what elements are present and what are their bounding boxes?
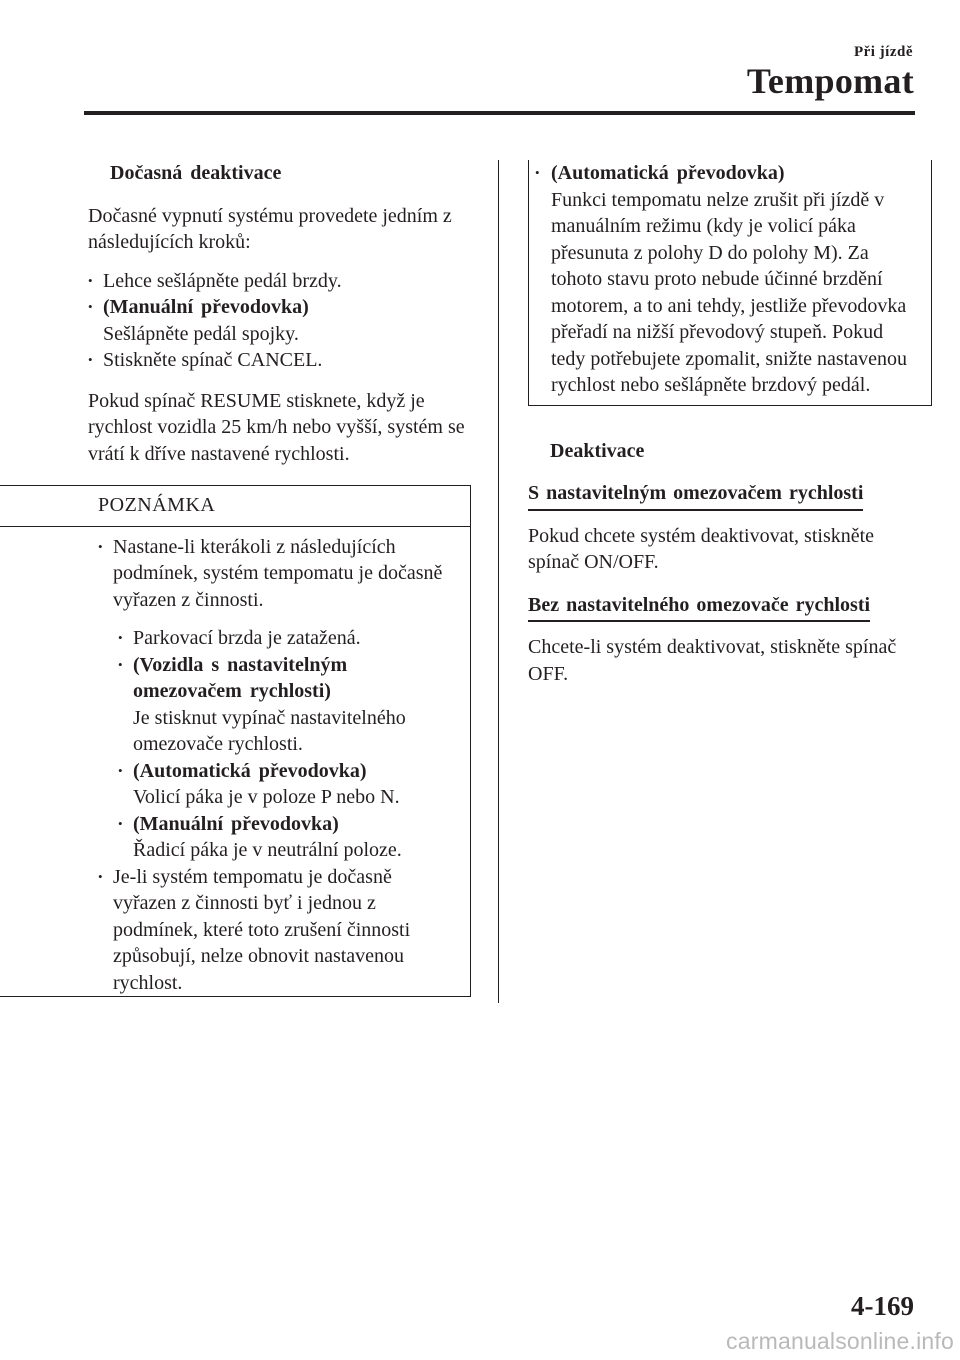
list-item-text: Sešlápněte pedál spojky. <box>103 322 299 345</box>
condition-text: Je stisknut vypínač nastavitelného omezovače rychlosti. <box>133 706 406 755</box>
subheading-with-limiter: S nastavitelným omezovačem rychlosti <box>528 480 863 511</box>
column-divider <box>498 160 499 1003</box>
list-item-label: • (Manuální převodovka) <box>103 296 309 318</box>
conditions-list <box>98 625 460 864</box>
intro-paragraph: Dočasné vypnutí systému provedete jedním z následujících kroků: <box>88 204 452 253</box>
list-item-label: • (Automatická převodovka) <box>551 162 785 184</box>
condition-text: Řadicí páka je v neutrální poloze. <box>133 839 402 861</box>
condition-text: Volicí páka je v poloze P nebo N. <box>133 786 400 808</box>
left-column <box>88 160 473 997</box>
with-limiter-text: Pokud chcete systém deaktivovat, stiskněte spínač ON/OFF. <box>528 524 875 573</box>
list-item <box>88 347 473 374</box>
list-item <box>118 811 460 864</box>
heading-deactivation: Deaktivace <box>550 439 645 462</box>
list-item-text: Stiskněte spínač CANCEL. <box>103 349 323 371</box>
condition-text: Parkovací brzda je zatažená. <box>133 627 361 649</box>
note-title: POZNÁMKA <box>0 486 470 527</box>
automatic-transmission-note <box>528 160 932 406</box>
list-item <box>98 864 460 997</box>
page-number: 4-169 <box>851 1291 914 1321</box>
watermark: carmanualsonline.info <box>726 1328 954 1354</box>
heading-temporary-deactivation: Dočasná deaktivace <box>110 162 282 184</box>
note-box <box>0 485 471 997</box>
section-name: Při jízdě <box>853 44 913 60</box>
condition-label: • (Manuální převodovka) <box>133 812 339 835</box>
list-item-text: Funkci tempomatu nelze zrušit při jízdě v manuálním režimu (kdy je volicí páka přesunuta z polohy D do polohy M). Za tohoto stavu proto nebude účinné brzdění motorem, a to ani tehdy, jestliže převodovka přeřadí na nižší převodový stupeň. Pokud tedy potřebujete zpomalit, snižte nastavenou rychlost nebo sešlápněte brzdový pedál. <box>551 188 907 396</box>
subheading-without-limiter: Bez nastavitelného omezovače rychlosti <box>528 592 870 623</box>
condition-label: • (Automatická převodovka) <box>133 759 367 782</box>
list-item <box>118 625 460 652</box>
list-item <box>118 652 460 758</box>
list-item <box>98 534 460 614</box>
list-item-text: Lehce sešlápněte pedál brzdy. <box>103 269 342 292</box>
note-body <box>0 527 470 997</box>
list-item <box>88 268 473 295</box>
page-title: Tempomat <box>746 61 914 101</box>
without-limiter-text: Chcete-li systém deaktivovat, stiskněte spínač OFF. <box>528 636 897 685</box>
resume-paragraph: Pokud spínač RESUME stisknete, když je rychlost vozidla 25 km/h nebo vyšší, systém se vrátí k dříve nastavené rychlosti. <box>88 389 465 465</box>
list-item <box>118 758 460 811</box>
note-item-text: Je-li systém tempomatu je dočasně vyřazen z činnosti byť i jednou z podmínek, které toto zrušení činnosti způsobují, nelze obnovit nastavenou rychlost. <box>113 865 411 994</box>
steps-list <box>88 268 473 374</box>
list-item <box>529 160 915 399</box>
right-column <box>528 160 916 699</box>
header-rule <box>84 111 915 115</box>
list-item <box>88 294 473 347</box>
note-item-text: Nastane-li kterákoli z následujících podmínek, systém tempomatu je dočasně vyřazen z činnosti. <box>113 535 443 611</box>
condition-label: • (Vozidla s nastavitelným omezovačem rychlosti) <box>133 653 348 702</box>
